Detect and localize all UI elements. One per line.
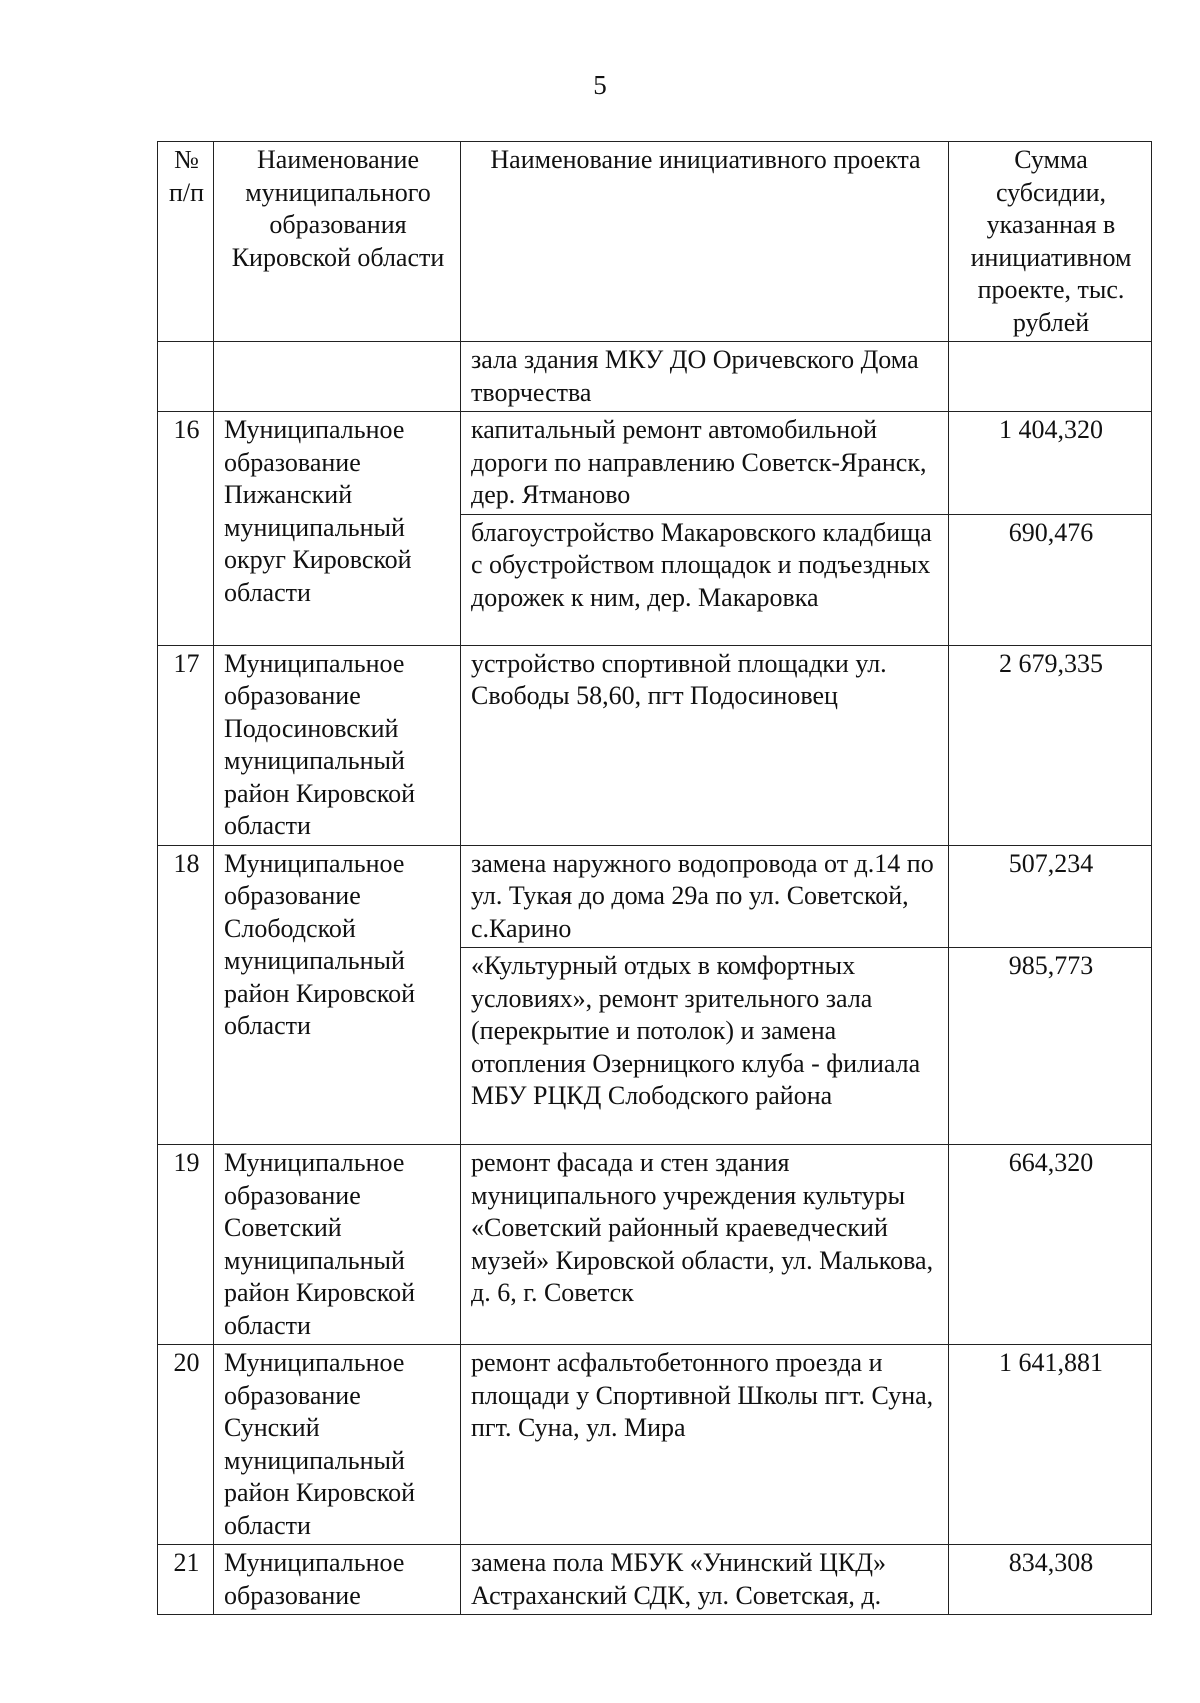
header-municipality: Наименование муниципального образования Кировской области bbox=[214, 142, 461, 342]
row-sum: 507,234 bbox=[949, 845, 1152, 948]
row-project: замена пола МБУК «Унинский ЦКД» Астраханский СДК, ул. Советская, д. bbox=[461, 1545, 949, 1615]
row-municipality: Муниципальное образование bbox=[214, 1545, 461, 1615]
table-row bbox=[158, 342, 1152, 412]
row-project: благоустройство Макаровского кладбища с обустройством площадок и подъездных дорожек к ним, дер. Макаровка bbox=[461, 514, 949, 645]
table-row bbox=[158, 1545, 1152, 1615]
row-municipality: Муниципальное образование Подосиновский муниципальный район Кировской области bbox=[214, 645, 461, 845]
row-num bbox=[158, 342, 214, 412]
row-project: замена наружного водопровода от д.14 по ул. Тукая до дома 29а по ул. Советской, с.Карино bbox=[461, 845, 949, 948]
row-num: 19 bbox=[158, 1145, 214, 1345]
row-sum: 2 679,335 bbox=[949, 645, 1152, 845]
header-project: Наименование инициативного проекта bbox=[461, 142, 949, 342]
row-sum: 1 641,881 bbox=[949, 1345, 1152, 1545]
row-num: 21 bbox=[158, 1545, 214, 1615]
row-municipality bbox=[214, 342, 461, 412]
row-project: ремонт фасада и стен здания муниципального учреждения культуры «Советский районный краеведческий музей» Кировской области, ул. Малькова, д. 6, г. Советск bbox=[461, 1145, 949, 1345]
row-sum: 690,476 bbox=[949, 514, 1152, 645]
row-sum: 834,308 bbox=[949, 1545, 1152, 1615]
table-row bbox=[158, 1345, 1152, 1545]
table-row bbox=[158, 412, 1152, 515]
row-num: 16 bbox=[158, 412, 214, 646]
header-sum: Сумма субсидии, указанная в инициативном проекте, тыс. рублей bbox=[949, 142, 1152, 342]
row-project: ремонт асфальтобетонного проезда и площади у Спортивной Школы пгт. Суна, пгт. Суна, ул. Мира bbox=[461, 1345, 949, 1545]
row-municipality: Муниципальное образование Слободской муниципальный район Кировской области bbox=[214, 845, 461, 1145]
row-project: зала здания МКУ ДО Оричевского Дома творчества bbox=[461, 342, 949, 412]
row-project: «Культурный отдых в комфортных условиях», ремонт зрительного зала (перекрытие и потолок) и замена отопления Озерницкого клуба - филиала МБУ РЦКД Слободского района bbox=[461, 948, 949, 1145]
row-municipality: Муниципальное образование Сунский муниципальный район Кировской области bbox=[214, 1345, 461, 1545]
table-row bbox=[158, 845, 1152, 948]
row-project: капитальный ремонт автомобильной дороги по направлению Советск-Яранск, дер. Ятманово bbox=[461, 412, 949, 515]
row-sum: 664,320 bbox=[949, 1145, 1152, 1345]
row-sum bbox=[949, 342, 1152, 412]
row-municipality: Муниципальное образование Советский муниципальный район Кировской области bbox=[214, 1145, 461, 1345]
table-row bbox=[158, 1145, 1152, 1345]
row-sum: 1 404,320 bbox=[949, 412, 1152, 515]
row-sum: 985,773 bbox=[949, 948, 1152, 1145]
table-header-row bbox=[158, 142, 1152, 342]
row-num: 20 bbox=[158, 1345, 214, 1545]
subsidy-table bbox=[157, 141, 1152, 1615]
header-num: № п/п bbox=[158, 142, 214, 342]
row-municipality: Муниципальное образование Пижанский муниципальный округ Кировской области bbox=[214, 412, 461, 646]
page-number: 5 bbox=[593, 70, 607, 100]
row-num: 17 bbox=[158, 645, 214, 845]
row-project: устройство спортивной площадки ул. Свободы 58,60, пгт Подосиновец bbox=[461, 645, 949, 845]
row-num: 18 bbox=[158, 845, 214, 1145]
table-row bbox=[158, 645, 1152, 845]
